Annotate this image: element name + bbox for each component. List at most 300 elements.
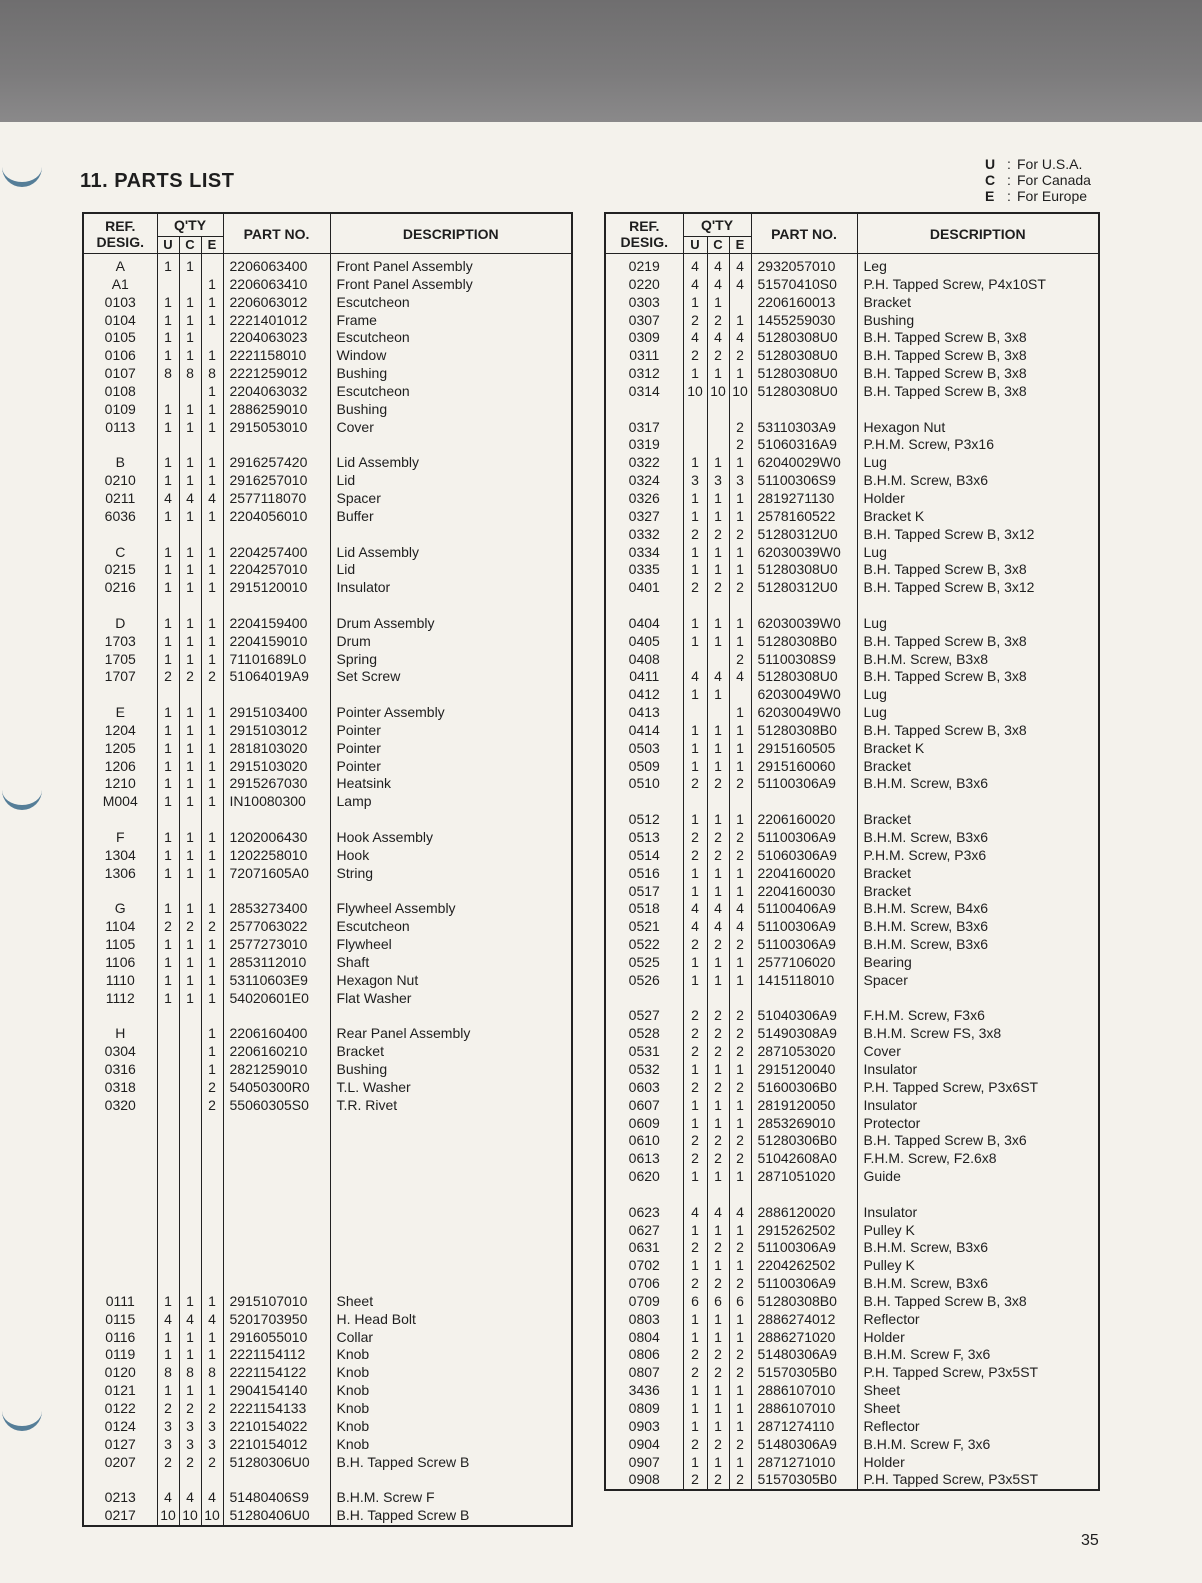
- description-cell: Bracket: [857, 758, 1099, 776]
- part-no-cell: 72071605A0: [223, 865, 330, 883]
- qty-c-cell: 1: [179, 775, 201, 793]
- qty-u-cell: 1: [157, 990, 179, 1008]
- ref-desig-cell: M004: [83, 793, 157, 811]
- ref-desig-cell: 0627: [605, 1222, 683, 1240]
- qty-c-cell: [179, 1204, 201, 1222]
- table-row: [83, 1025, 572, 1043]
- table-row: [605, 436, 1099, 454]
- qty-u-cell: 2: [157, 1454, 179, 1472]
- part-no-cell: 2204159400: [223, 615, 330, 633]
- qty-c-cell: 2: [707, 1132, 729, 1150]
- qty-e-cell: 1: [729, 1061, 751, 1079]
- qty-e-cell: 10: [729, 383, 751, 401]
- ref-desig-cell: 0104: [83, 312, 157, 330]
- table-row: [605, 865, 1099, 883]
- qty-e-cell: 1: [729, 1097, 751, 1115]
- table-row: [83, 954, 572, 972]
- part-no-cell: [223, 1150, 330, 1168]
- qty-u-cell: 1: [157, 793, 179, 811]
- qty-e-cell: [201, 1186, 223, 1204]
- part-no-cell: [223, 1257, 330, 1275]
- table-row: [605, 722, 1099, 740]
- qty-u-cell: [157, 1239, 179, 1257]
- table-row: [605, 597, 1099, 615]
- description-cell: [330, 1239, 572, 1257]
- part-no-cell: 2915160060: [751, 758, 857, 776]
- description-cell: Bracket: [857, 811, 1099, 829]
- description-cell: Spacer: [857, 972, 1099, 990]
- part-no-cell: 5201703950: [223, 1311, 330, 1329]
- description-cell: Bracket: [857, 883, 1099, 901]
- qty-e-cell: 2: [729, 829, 751, 847]
- qty-c-cell: 1: [179, 579, 201, 597]
- qty-c-cell: 2: [707, 936, 729, 954]
- qty-c-cell: [179, 1007, 201, 1025]
- qty-u-cell: [157, 1097, 179, 1115]
- part-no-cell: 51042608A0: [751, 1150, 857, 1168]
- qty-u-cell: [157, 383, 179, 401]
- qty-c-cell: 4: [179, 1311, 201, 1329]
- qty-e-cell: 2: [201, 1097, 223, 1115]
- ref-desig-cell: 0702: [605, 1257, 683, 1275]
- qty-u-cell: 1: [157, 847, 179, 865]
- table-row: [83, 436, 572, 454]
- ref-desig-cell: 0526: [605, 972, 683, 990]
- part-no-cell: 53110603E9: [223, 972, 330, 990]
- qty-c-cell: 2: [707, 312, 729, 330]
- ref-desig-cell: 0404: [605, 615, 683, 633]
- ref-desig-cell: 0320: [83, 1097, 157, 1115]
- qty-e-cell: 2: [729, 1471, 751, 1490]
- legend-row-europe: E : For Europe: [985, 188, 1088, 204]
- part-no-cell: 51280312U0: [751, 579, 857, 597]
- table-row: [605, 347, 1099, 365]
- qty-u-cell: 10: [157, 1507, 179, 1526]
- qty-c-header: C: [179, 237, 201, 254]
- qty-c-cell: [179, 1186, 201, 1204]
- qty-u-cell: [157, 1257, 179, 1275]
- ref-desig-cell: 0307: [605, 312, 683, 330]
- qty-c-cell: 1: [179, 254, 201, 276]
- part-no-cell: 51480406S9: [223, 1489, 330, 1507]
- description-cell: Hook Assembly: [330, 829, 572, 847]
- qty-e-cell: 1: [201, 793, 223, 811]
- table-row: [605, 775, 1099, 793]
- ref-desig-cell: 0516: [605, 865, 683, 883]
- qty-c-cell: 1: [707, 1400, 729, 1418]
- qty-c-cell: 2: [707, 1079, 729, 1097]
- table-row: [83, 1364, 572, 1382]
- description-cell: B.H. Tapped Screw B, 3x8: [857, 722, 1099, 740]
- qty-e-cell: 1: [201, 1293, 223, 1311]
- qty-e-cell: 4: [201, 1489, 223, 1507]
- ref-desig-cell: 0607: [605, 1097, 683, 1115]
- description-cell: B.H.M. Screw F: [330, 1489, 572, 1507]
- qty-e-cell: 1: [201, 508, 223, 526]
- part-no-cell: [223, 1186, 330, 1204]
- part-no-cell: 2221158010: [223, 347, 330, 365]
- table-row: [83, 1150, 572, 1168]
- table-row: [83, 883, 572, 901]
- qty-u-cell: 2: [683, 347, 707, 365]
- qty-e-cell: 2: [729, 1079, 751, 1097]
- ref-desig-cell: 1703: [83, 633, 157, 651]
- qty-c-cell: [179, 1168, 201, 1186]
- part-no-cell: 2577063022: [223, 918, 330, 936]
- description-cell: P.H. Tapped Screw, P3x6ST: [857, 1079, 1099, 1097]
- ref-desig-cell: 1112: [83, 990, 157, 1008]
- qty-u-cell: 1: [157, 775, 179, 793]
- description-cell: Rear Panel Assembly: [330, 1025, 572, 1043]
- table-row: [605, 472, 1099, 490]
- page-title: 11. PARTS LIST: [80, 170, 235, 192]
- table-row: [83, 312, 572, 330]
- qty-c-cell: 1: [707, 508, 729, 526]
- table-row: [83, 526, 572, 544]
- qty-u-cell: 1: [683, 954, 707, 972]
- ref-desig-cell: 0316: [83, 1061, 157, 1079]
- part-no-cell: 51280306U0: [223, 1454, 330, 1472]
- qty-e-cell: [729, 686, 751, 704]
- ref-desig-cell: 0532: [605, 1061, 683, 1079]
- part-no-cell: 1455259030: [751, 312, 857, 330]
- description-cell: Lid Assembly: [330, 544, 572, 562]
- part-no-cell: 2915267030: [223, 775, 330, 793]
- qty-c-cell: 1: [179, 1382, 201, 1400]
- ref-desig-cell: 0111: [83, 1293, 157, 1311]
- part-no-cell: 2853269010: [751, 1115, 857, 1133]
- table-row: [83, 347, 572, 365]
- qty-e-cell: 1: [201, 954, 223, 972]
- part-no-cell: 51060316A9: [751, 436, 857, 454]
- qty-c-cell: 2: [707, 526, 729, 544]
- description-cell: Set Screw: [330, 668, 572, 686]
- qty-c-cell: 1: [179, 1329, 201, 1347]
- part-no-cell: 2915103020: [223, 758, 330, 776]
- table-row: [83, 1115, 572, 1133]
- qty-c-cell: 1: [707, 1097, 729, 1115]
- table-row: [83, 722, 572, 740]
- legend-text: For Canada: [1017, 172, 1091, 188]
- description-cell: Drum Assembly: [330, 615, 572, 633]
- ref-desig-cell: 0413: [605, 704, 683, 722]
- ref-desig-cell: 0709: [605, 1293, 683, 1311]
- table-row: [83, 1471, 572, 1489]
- qty-u-cell: 1: [157, 401, 179, 419]
- qty-u-cell: [157, 1222, 179, 1240]
- qty-c-cell: 1: [707, 615, 729, 633]
- qty-e-cell: [201, 254, 223, 276]
- part-no-cell: 2871271010: [751, 1454, 857, 1472]
- qty-u-cell: [157, 526, 179, 544]
- table-row: [605, 1007, 1099, 1025]
- qty-c-cell: 2: [707, 847, 729, 865]
- table-row: [83, 1239, 572, 1257]
- description-cell: Bushing: [330, 365, 572, 383]
- part-no-cell: 51060306A9: [751, 847, 857, 865]
- table-row: [605, 490, 1099, 508]
- qty-c-cell: 1: [179, 829, 201, 847]
- qty-u-cell: 1: [157, 633, 179, 651]
- qty-e-cell: 1: [201, 1043, 223, 1061]
- ref-desig-cell: 0322: [605, 454, 683, 472]
- part-no-cell: 51100306A9: [751, 775, 857, 793]
- description-cell: Hexagon Nut: [857, 419, 1099, 437]
- ref-desig-cell: 0326: [605, 490, 683, 508]
- qty-e-cell: 1: [729, 1168, 751, 1186]
- ref-desig-cell: 0405: [605, 633, 683, 651]
- qty-u-cell: 1: [683, 1400, 707, 1418]
- table-row: [83, 1507, 572, 1526]
- table-row: [605, 1400, 1099, 1418]
- ref-desig-cell: [83, 686, 157, 704]
- qty-u-cell: [683, 704, 707, 722]
- qty-u-cell: 10: [683, 383, 707, 401]
- part-no-cell: [223, 597, 330, 615]
- qty-e-cell: 1: [729, 758, 751, 776]
- table-row: [605, 365, 1099, 383]
- table-row: [605, 704, 1099, 722]
- qty-e-cell: 1: [201, 1061, 223, 1079]
- part-no-cell: 2204056010: [223, 508, 330, 526]
- part-no-cell: 2221259012: [223, 365, 330, 383]
- ref-desig-cell: [83, 1257, 157, 1275]
- qty-u-cell: 1: [683, 1311, 707, 1329]
- description-cell: [857, 597, 1099, 615]
- qty-u-cell: 1: [683, 544, 707, 562]
- qty-c-cell: 10: [179, 1507, 201, 1526]
- description-cell: B.H. Tapped Screw B, 3x8: [857, 561, 1099, 579]
- qty-c-cell: 2: [707, 1150, 729, 1168]
- qty-e-cell: 1: [729, 704, 751, 722]
- qty-c-cell: 2: [707, 775, 729, 793]
- description-cell: Bracket: [857, 865, 1099, 883]
- qty-e-cell: [201, 1257, 223, 1275]
- qty-e-cell: 3: [729, 472, 751, 490]
- ref-desig-cell: 0220: [605, 276, 683, 294]
- part-no-cell: 2886274012: [751, 1311, 857, 1329]
- part-no-cell: 2886259010: [223, 401, 330, 419]
- qty-u-cell: 2: [683, 526, 707, 544]
- qty-c-cell: 4: [707, 668, 729, 686]
- qty-e-cell: 1: [201, 936, 223, 954]
- ref-desig-cell: 0335: [605, 561, 683, 579]
- qty-u-cell: [157, 1061, 179, 1079]
- qty-e-cell: 1: [729, 1329, 751, 1347]
- table-row: [605, 758, 1099, 776]
- qty-e-cell: 2: [201, 1079, 223, 1097]
- qty-u-cell: 1: [157, 651, 179, 669]
- qty-u-cell: 1: [157, 1329, 179, 1347]
- part-no-cell: [223, 526, 330, 544]
- qty-u-cell: [683, 1186, 707, 1204]
- qty-e-cell: [201, 436, 223, 454]
- part-no-cell: 2916257010: [223, 472, 330, 490]
- ref-desig-cell: 0613: [605, 1150, 683, 1168]
- qty-u-cell: [157, 597, 179, 615]
- qty-e-cell: 1: [729, 740, 751, 758]
- ref-desig-cell: D: [83, 615, 157, 633]
- qty-u-cell: [157, 883, 179, 901]
- qty-u-cell: 1: [157, 347, 179, 365]
- qty-u-cell: [157, 686, 179, 704]
- description-cell: Buffer: [330, 508, 572, 526]
- part-no-cell: [223, 1239, 330, 1257]
- table-row: [83, 936, 572, 954]
- qty-u-cell: 4: [683, 668, 707, 686]
- ref-desig-cell: 0120: [83, 1364, 157, 1382]
- qty-e-cell: [729, 401, 751, 419]
- qty-c-cell: 2: [707, 1007, 729, 1025]
- qty-u-cell: [157, 1115, 179, 1133]
- qty-u-cell: 1: [683, 1168, 707, 1186]
- table-row: [83, 1275, 572, 1293]
- part-no-cell: 2577273010: [223, 936, 330, 954]
- description-cell: Hook: [330, 847, 572, 865]
- part-no-cell: [223, 1168, 330, 1186]
- qty-e-cell: [201, 811, 223, 829]
- ref-desig-cell: 0113: [83, 419, 157, 437]
- description-cell: Frame: [330, 312, 572, 330]
- ref-desig-cell: 0518: [605, 900, 683, 918]
- qty-u-cell: 2: [683, 847, 707, 865]
- qty-u-cell: 1: [683, 1115, 707, 1133]
- legend-row-usa: U : For U.S.A.: [985, 156, 1083, 172]
- parts-table-right: [604, 212, 1100, 1491]
- qty-c-cell: 1: [707, 561, 729, 579]
- table-row: [83, 704, 572, 722]
- qty-e-cell: 1: [201, 900, 223, 918]
- qty-c-cell: 2: [179, 668, 201, 686]
- qty-u-cell: 1: [157, 579, 179, 597]
- description-cell: Bushing: [330, 1061, 572, 1079]
- part-no-cell: [223, 1204, 330, 1222]
- qty-e-cell: 2: [729, 847, 751, 865]
- ref-desig-cell: E: [83, 704, 157, 722]
- description-cell: P.H. Tapped Screw, P4x10ST: [857, 276, 1099, 294]
- qty-u-cell: 2: [683, 1471, 707, 1490]
- ref-desig-cell: 0513: [605, 829, 683, 847]
- part-no-cell: 2206063410: [223, 276, 330, 294]
- qty-e-cell: 2: [729, 651, 751, 669]
- qty-e-cell: 1: [201, 829, 223, 847]
- qty-c-cell: [707, 990, 729, 1008]
- qty-u-cell: 1: [157, 294, 179, 312]
- table-row: [605, 1257, 1099, 1275]
- description-cell: Flywheel Assembly: [330, 900, 572, 918]
- ref-desig-cell: 1204: [83, 722, 157, 740]
- qty-c-cell: [707, 436, 729, 454]
- qty-u-cell: 4: [683, 1204, 707, 1222]
- qty-c-cell: 1: [707, 1454, 729, 1472]
- description-cell: [330, 1132, 572, 1150]
- table-row: [605, 254, 1099, 276]
- ref-desig-cell: [605, 793, 683, 811]
- ref-desig-cell: 0213: [83, 1489, 157, 1507]
- ref-desig-cell: 0904: [605, 1436, 683, 1454]
- binder-hole-bottom: [2, 1396, 42, 1431]
- part-no-cell: 51040306A9: [751, 1007, 857, 1025]
- part-no-cell: 2221154112: [223, 1346, 330, 1364]
- qty-c-cell: [707, 704, 729, 722]
- qty-u-cell: 1: [157, 472, 179, 490]
- qty-c-cell: 3: [707, 472, 729, 490]
- qty-u-cell: [157, 1007, 179, 1025]
- qty-c-cell: 4: [707, 1204, 729, 1222]
- part-no-cell: 51280308B0: [751, 722, 857, 740]
- qty-u-cell: 1: [683, 1097, 707, 1115]
- table-row: [605, 1061, 1099, 1079]
- qty-u-cell: [157, 1204, 179, 1222]
- table-row: [83, 668, 572, 686]
- qty-c-cell: [179, 811, 201, 829]
- qty-e-cell: 2: [729, 1436, 751, 1454]
- description-cell: Pulley K: [857, 1257, 1099, 1275]
- description-cell: B.H. Tapped Screw B, 3x8: [857, 365, 1099, 383]
- table-row: [605, 990, 1099, 1008]
- qty-e-cell: 2: [729, 436, 751, 454]
- qty-e-cell: 1: [201, 383, 223, 401]
- part-no-cell: 51100306A9: [751, 829, 857, 847]
- qty-c-cell: 1: [179, 758, 201, 776]
- ref-desig-cell: A1: [83, 276, 157, 294]
- qty-e-cell: 2: [201, 918, 223, 936]
- qty-u-cell: 2: [683, 1043, 707, 1061]
- table-row: [83, 1204, 572, 1222]
- qty-c-cell: 1: [179, 972, 201, 990]
- ref-desig-cell: 0107: [83, 365, 157, 383]
- table-row: [83, 793, 572, 811]
- qty-e-cell: [201, 883, 223, 901]
- description-cell: Spacer: [330, 490, 572, 508]
- qty-u-cell: [157, 1132, 179, 1150]
- qty-c-cell: 4: [179, 1489, 201, 1507]
- qty-u-cell: [157, 1275, 179, 1293]
- table-row: [83, 329, 572, 347]
- qty-u-cell: 1: [683, 740, 707, 758]
- qty-c-header: C: [707, 237, 729, 254]
- ref-desig-cell: 0108: [83, 383, 157, 401]
- ref-desig-cell: [83, 1132, 157, 1150]
- description-cell: [330, 1204, 572, 1222]
- part-no-cell: 51280308B0: [751, 1293, 857, 1311]
- qty-u-cell: 1: [683, 758, 707, 776]
- qty-c-cell: 2: [179, 1400, 201, 1418]
- qty-u-cell: 1: [157, 254, 179, 276]
- qty-u-cell: 3: [157, 1418, 179, 1436]
- qty-u-cell: 1: [157, 936, 179, 954]
- ref-desig-cell: 0510: [605, 775, 683, 793]
- table-row: [605, 1293, 1099, 1311]
- description-cell: Reflector: [857, 1311, 1099, 1329]
- table-row: [605, 1436, 1099, 1454]
- qty-c-cell: 1: [179, 454, 201, 472]
- part-no-cell: 2915107010: [223, 1293, 330, 1311]
- qty-c-cell: 1: [179, 508, 201, 526]
- part-no-cell: 2819120050: [751, 1097, 857, 1115]
- description-cell: B.H.M. Screw, B3x6: [857, 1275, 1099, 1293]
- part-no-cell: 2916055010: [223, 1329, 330, 1347]
- description-cell: Lid: [330, 561, 572, 579]
- ref-desig-cell: 0217: [83, 1507, 157, 1526]
- ref-desig-cell: 0318: [83, 1079, 157, 1097]
- table-row: [83, 276, 572, 294]
- qty-e-cell: 1: [729, 544, 751, 562]
- description-cell: B.H. Tapped Screw B: [330, 1507, 572, 1526]
- qty-e-cell: 2: [201, 668, 223, 686]
- description-cell: Escutcheon: [330, 918, 572, 936]
- qty-e-cell: 1: [201, 561, 223, 579]
